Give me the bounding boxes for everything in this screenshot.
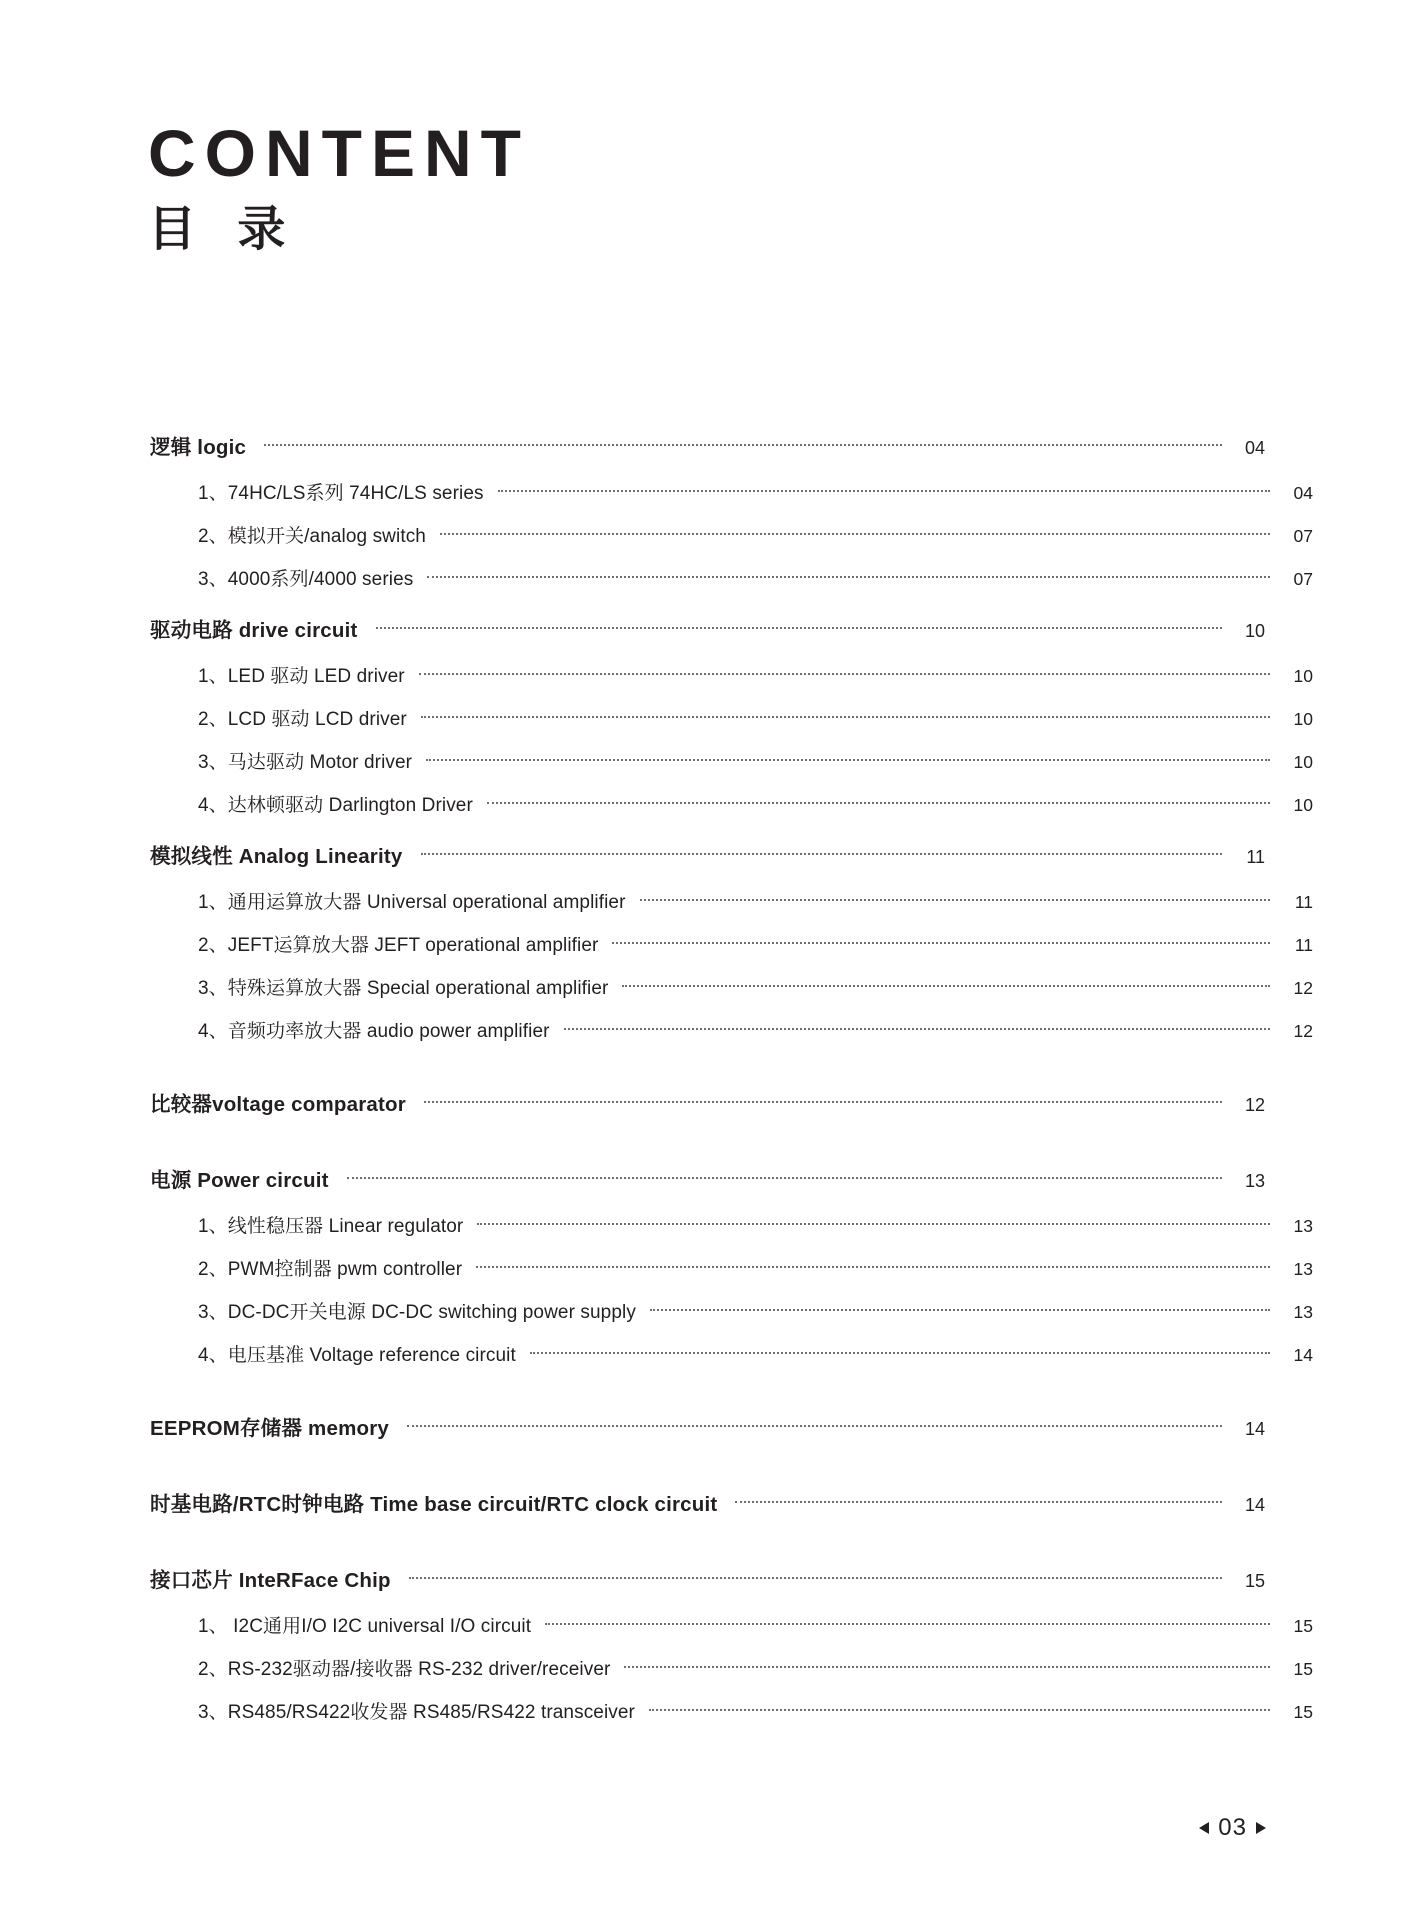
toc-group [150, 1411, 1265, 1443]
dot-leader [498, 489, 1270, 492]
toc-section-row[interactable] [150, 1411, 1265, 1443]
toc-item-row[interactable] [150, 887, 1313, 914]
toc-item-row[interactable] [150, 1654, 1313, 1681]
page-footer [1199, 1814, 1266, 1842]
toc-section-label: EEPROM存储器 memory [150, 1417, 389, 1440]
toc-section-row[interactable] [150, 1087, 1265, 1119]
toc-item-row[interactable] [150, 790, 1313, 817]
toc-section-label: 比较器voltage comparator [150, 1093, 406, 1116]
toc-item-page-number: 12 [1293, 978, 1313, 998]
toc-item-row[interactable] [150, 1611, 1313, 1638]
dot-leader [407, 1424, 1222, 1427]
toc-item-row[interactable] [150, 1211, 1313, 1238]
toc-item-label: 1、LED 驱动 LED driver [198, 666, 405, 687]
toc-item-row[interactable] [150, 564, 1313, 591]
toc-item-label: 2、JEFT运算放大器 JEFT operational amplifier [198, 935, 599, 956]
dot-leader [376, 626, 1222, 629]
toc-group [150, 1487, 1265, 1519]
dot-leader [564, 1027, 1270, 1030]
toc-item-row[interactable] [150, 1697, 1313, 1724]
toc-section-row[interactable] [150, 1563, 1265, 1595]
toc-item-page-number: 04 [1293, 483, 1313, 503]
toc-section-row[interactable] [150, 839, 1265, 871]
toc-item-page-number: 11 [1294, 892, 1313, 912]
toc-section-row[interactable] [150, 1163, 1265, 1195]
toc-section-row[interactable] [150, 1487, 1265, 1519]
page-title-chinese: 目 录 [148, 203, 300, 256]
triangle-right-icon [1256, 1822, 1266, 1834]
toc-item-page-number: 15 [1293, 1616, 1313, 1636]
toc-section-label: 接口芯片 InteRFace Chip [150, 1569, 391, 1592]
toc-item-row[interactable] [150, 1254, 1313, 1281]
dot-leader [476, 1265, 1270, 1268]
toc-item-page-number: 14 [1293, 1345, 1313, 1365]
dot-leader [427, 575, 1270, 578]
toc-item-row[interactable] [150, 661, 1313, 688]
toc-item-label: 3、马达驱动 Motor driver [198, 752, 413, 773]
toc-item-row[interactable] [150, 521, 1313, 548]
toc-item-page-number: 10 [1293, 795, 1313, 815]
dot-leader [264, 443, 1222, 446]
toc-item-page-number: 10 [1293, 709, 1313, 729]
toc-item-row[interactable] [150, 973, 1313, 1000]
toc-item-page-number: 07 [1293, 526, 1313, 546]
toc-section-row[interactable] [150, 613, 1265, 645]
toc-item-row[interactable] [150, 1340, 1313, 1367]
toc-item-label: 3、RS485/RS422收发器 RS485/RS422 transceiver [198, 1702, 635, 1723]
toc-section-page-number: 14 [1244, 1419, 1265, 1439]
toc-item-label: 2、LCD 驱动 LCD driver [198, 709, 407, 730]
toc-group [150, 839, 1313, 1043]
dot-leader [419, 672, 1270, 675]
toc-item-page-number: 07 [1293, 569, 1313, 589]
toc-item-page-number: 10 [1293, 666, 1313, 686]
toc-item-page-number: 15 [1293, 1659, 1313, 1679]
dot-leader [347, 1176, 1222, 1179]
toc-item-label: 4、音频功率放大器 audio power amplifier [198, 1021, 550, 1042]
dot-leader [622, 984, 1270, 987]
dot-leader [612, 941, 1270, 944]
toc-item-label: 4、达林顿驱动 Darlington Driver [198, 795, 473, 816]
dot-leader [640, 898, 1270, 901]
toc-item-label: 2、PWM控制器 pwm controller [198, 1259, 463, 1280]
toc-item-row[interactable] [150, 704, 1313, 731]
toc-group [150, 613, 1313, 817]
dot-leader [440, 532, 1270, 535]
toc-item-page-number: 13 [1293, 1259, 1313, 1279]
dot-leader [649, 1708, 1270, 1711]
toc-item-page-number: 15 [1293, 1702, 1313, 1722]
toc-item-page-number: 10 [1293, 752, 1313, 772]
toc-group [150, 1563, 1313, 1724]
page-number: 03 [1218, 1814, 1247, 1841]
toc-section-label: 驱动电路 drive circuit [150, 619, 358, 642]
dot-leader [650, 1308, 1270, 1311]
toc-item-row[interactable] [150, 478, 1313, 505]
dot-leader [409, 1576, 1222, 1579]
toc-section-page-number: 15 [1244, 1571, 1265, 1591]
toc-section-label: 电源 Power circuit [150, 1169, 329, 1192]
toc-item-page-number: 12 [1293, 1021, 1313, 1041]
toc-item-row[interactable] [150, 1297, 1313, 1324]
toc-item-row[interactable] [150, 1016, 1313, 1043]
dot-leader [421, 715, 1270, 718]
toc-section-page-number: 04 [1244, 438, 1265, 458]
toc-item-label: 3、DC-DC开关电源 DC-DC switching power supply [198, 1302, 636, 1323]
toc-item-label: 3、特殊运算放大器 Special operational amplifier [198, 978, 609, 999]
toc-section-label: 模拟线性 Analog Linearity [150, 845, 403, 868]
dot-leader [426, 758, 1270, 761]
dot-leader [735, 1500, 1222, 1503]
toc-item-page-number: 13 [1293, 1302, 1313, 1322]
toc-item-row[interactable] [150, 747, 1313, 774]
toc-section-label: 逻辑 logic [150, 436, 247, 459]
toc-section-page-number: 12 [1244, 1095, 1265, 1115]
toc-item-label: 2、模拟开关/analog switch [198, 526, 426, 547]
dot-leader [477, 1222, 1270, 1225]
toc-item-label: 1、74HC/LS系列 74HC/LS series [198, 483, 484, 504]
toc-section-page-number: 11 [1246, 847, 1265, 867]
triangle-left-icon [1199, 1822, 1209, 1834]
dot-leader [487, 801, 1270, 804]
toc-item-label: 1、 I2C通用I/O I2C universal I/O circuit [198, 1616, 532, 1637]
toc-section-page-number: 13 [1244, 1171, 1265, 1191]
toc-item-label: 2、RS-232驱动器/接收器 RS-232 driver/receiver [198, 1659, 611, 1680]
toc-item-label: 1、线性稳压器 Linear regulator [198, 1216, 464, 1237]
toc-item-page-number: 13 [1293, 1216, 1313, 1236]
toc-item-label: 1、通用运算放大器 Universal operational amplifier [198, 892, 626, 913]
toc-item-label: 4、电压基准 Voltage reference circuit [198, 1345, 516, 1366]
toc-item-page-number: 11 [1294, 935, 1313, 955]
page-title-english: CONTENT [148, 116, 530, 190]
dot-leader [545, 1622, 1270, 1625]
toc-section-page-number: 10 [1244, 621, 1265, 641]
toc-item-row[interactable] [150, 930, 1313, 957]
page-header [148, 116, 530, 256]
dot-leader [421, 852, 1222, 855]
toc-section-row[interactable] [150, 430, 1265, 462]
dot-leader [530, 1351, 1270, 1354]
toc-section-label: 时基电路/RTC时钟电路 Time base circuit/RTC clock circuit [150, 1493, 718, 1516]
toc-group [150, 1087, 1265, 1119]
toc-item-label: 3、4000系列/4000 series [198, 569, 414, 590]
toc-section-page-number: 14 [1244, 1495, 1265, 1515]
table-of-contents [150, 430, 1313, 1746]
toc-group [150, 1163, 1313, 1367]
toc-group [150, 430, 1313, 591]
dot-leader [624, 1665, 1270, 1668]
dot-leader [424, 1100, 1222, 1103]
